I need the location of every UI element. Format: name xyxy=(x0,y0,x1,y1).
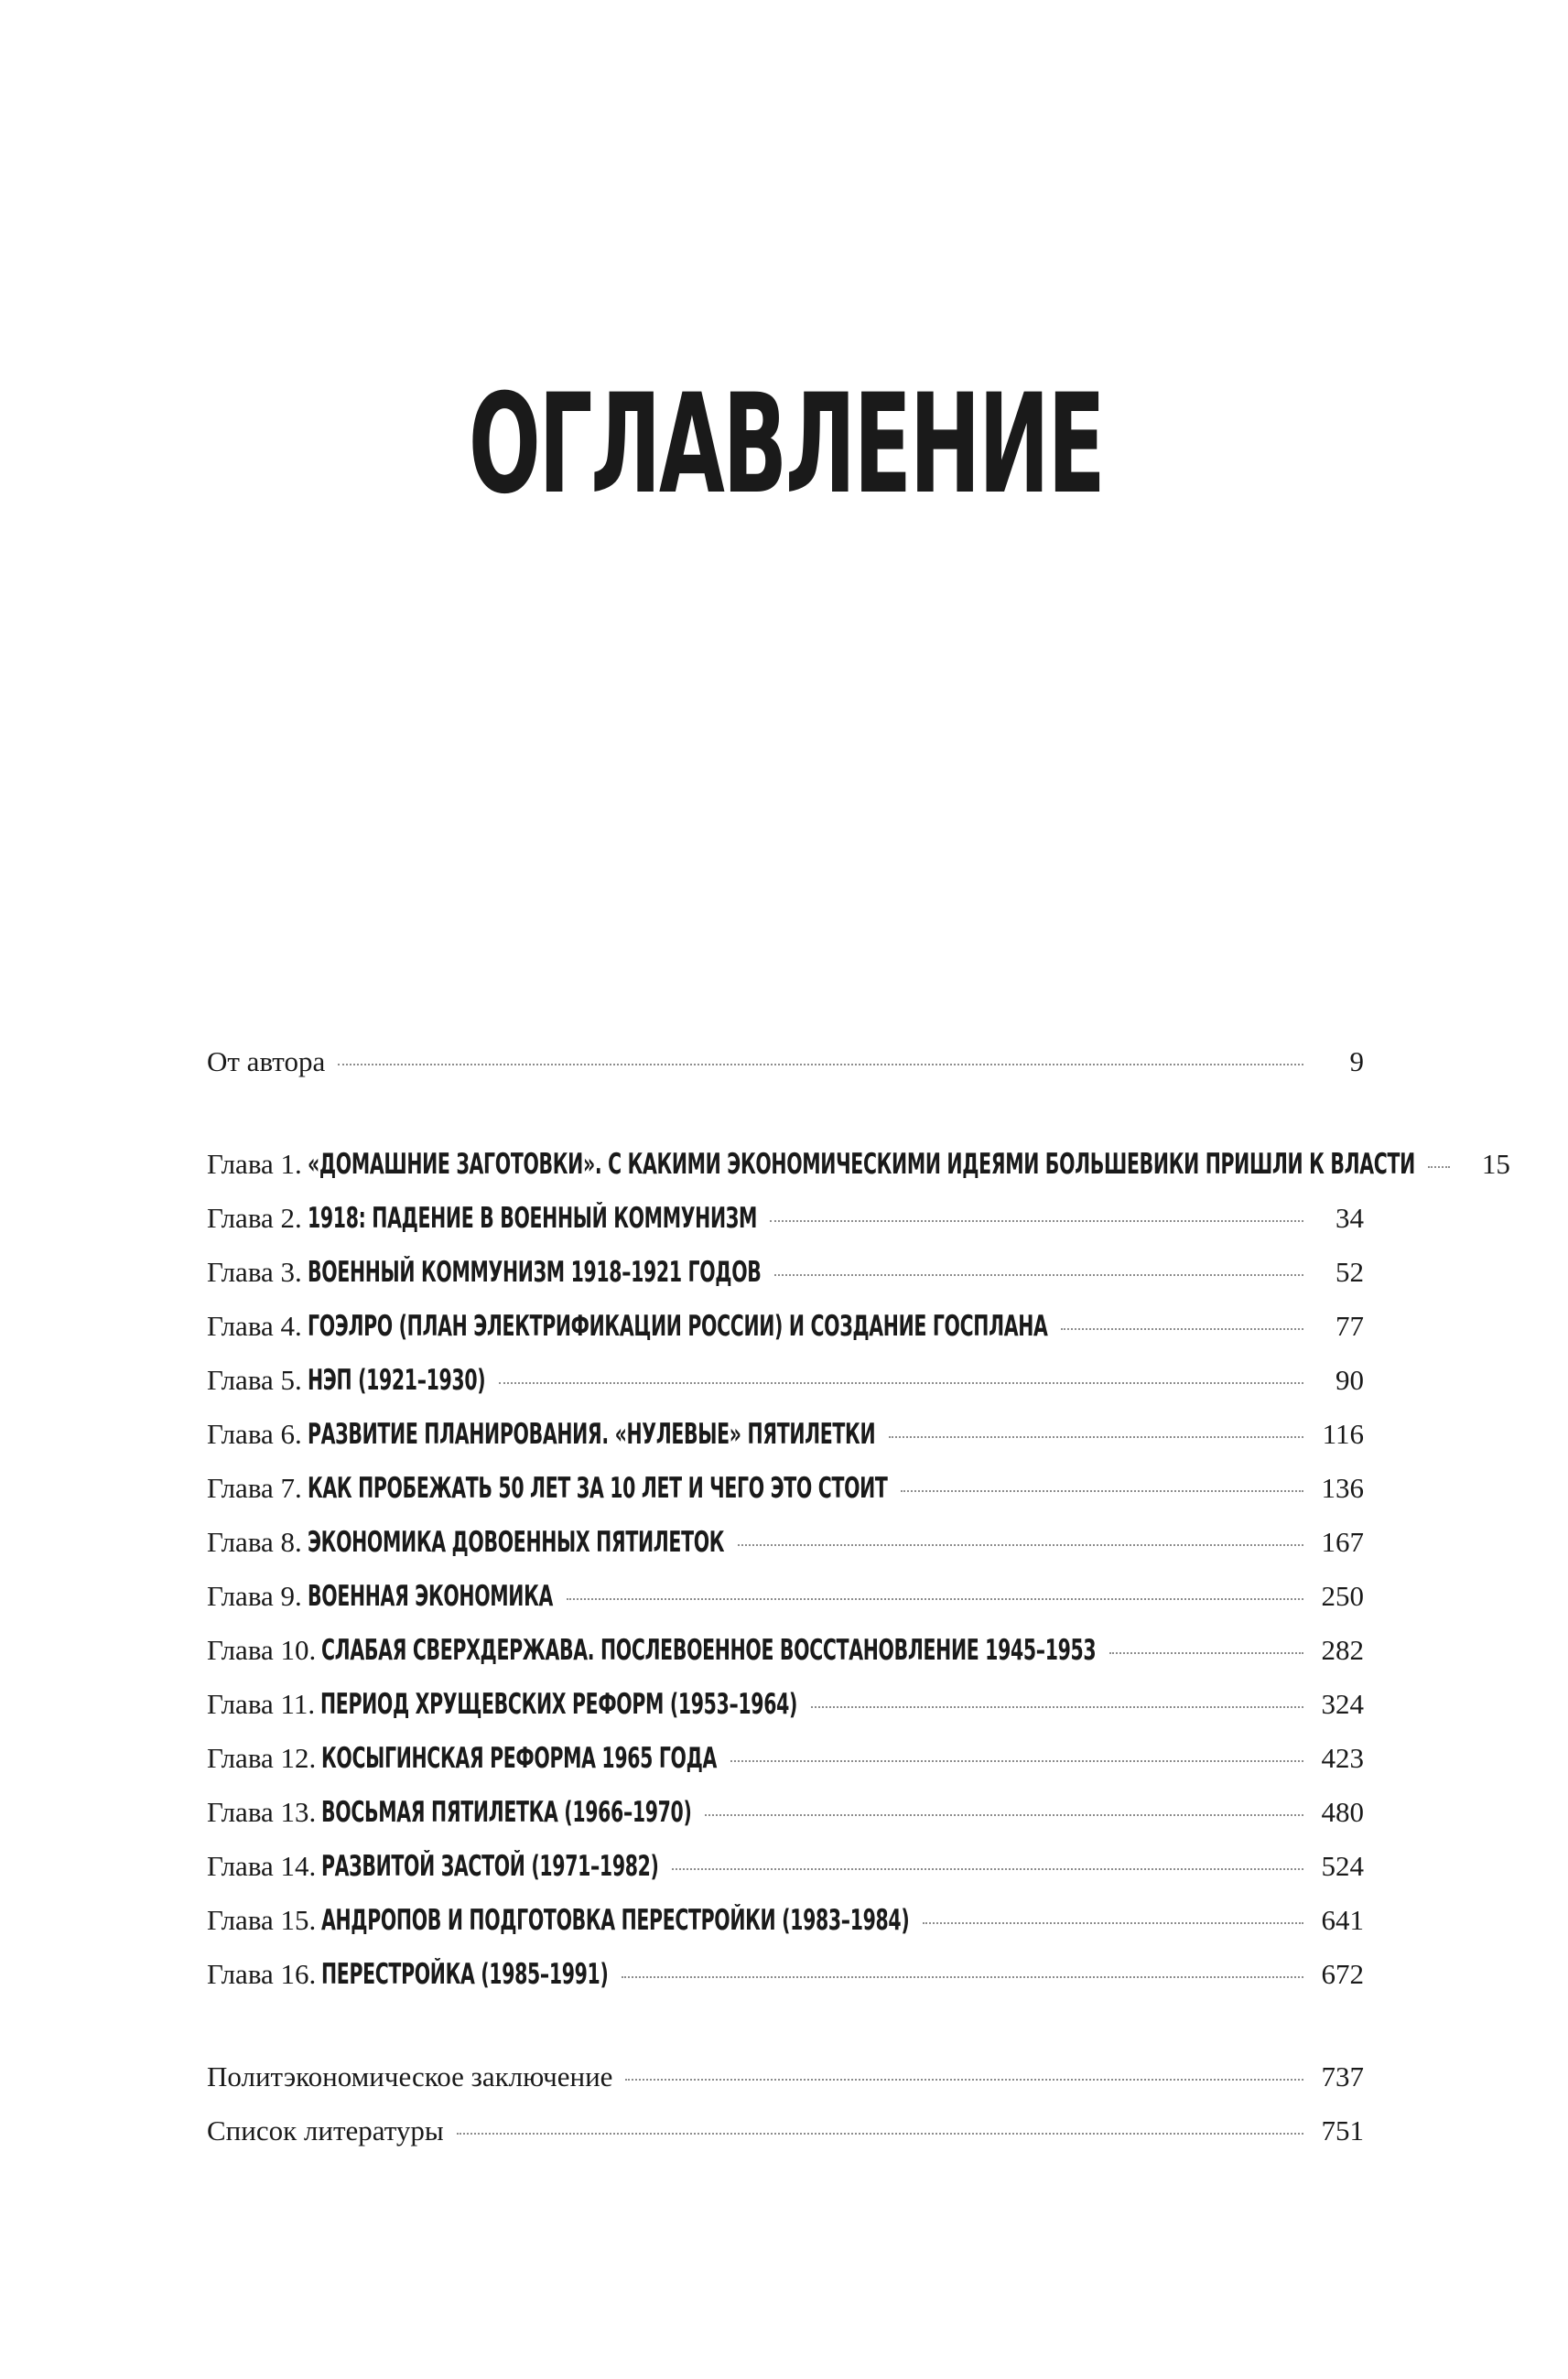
chapter-number: Глава 10. xyxy=(207,1634,317,1666)
chapter-number: Глава 14. xyxy=(207,1850,317,1882)
chapter-number: Глава 15. xyxy=(207,1904,317,1936)
chapter-title: ВОСЬМАЯ ПЯТИЛЕТКА (1966–1970) xyxy=(321,1796,692,1829)
toc-page-number: 52 xyxy=(1336,1256,1364,1288)
toc-page-number: 480 xyxy=(1321,1796,1364,1828)
toc-entry-chapter[interactable] xyxy=(207,1526,1364,1580)
toc-page-number: 641 xyxy=(1321,1904,1364,1936)
chapter-title: РАЗВИТИЕ ПЛАНИРОВАНИЯ. «НУЛЕВЫЕ» ПЯТИЛЕТКИ xyxy=(307,1418,876,1451)
dot-leader xyxy=(770,1220,1303,1222)
toc-page-number: 324 xyxy=(1321,1688,1364,1720)
chapter-title: ВОЕННЫЙ КОММУНИЗМ 1918–1921 ГОДОВ xyxy=(307,1256,762,1289)
toc-page-number: 34 xyxy=(1336,1202,1364,1234)
dot-leader xyxy=(499,1382,1303,1384)
dot-leader xyxy=(457,2133,1303,2135)
dot-leader xyxy=(705,1814,1303,1816)
toc-entry-chapter[interactable] xyxy=(207,1364,1364,1418)
toc-entry-intro[interactable] xyxy=(207,1045,1364,1099)
toc-entry-chapter[interactable] xyxy=(207,1580,1364,1634)
toc-entry-label: Политэкономическое заключение xyxy=(207,2060,613,2092)
dot-leader xyxy=(1428,1166,1450,1168)
chapter-title: ЭКОНОМИКА ДОВОЕННЫХ ПЯТИЛЕТОК xyxy=(307,1526,724,1559)
toc-entry-chapter[interactable] xyxy=(207,1904,1364,1958)
toc-page-number: 751 xyxy=(1321,2114,1364,2147)
toc-chapters xyxy=(207,1148,1510,2012)
toc-entry-chapter[interactable] xyxy=(207,1148,1510,1202)
toc-entry-chapter[interactable] xyxy=(207,1796,1364,1850)
toc-page-number: 524 xyxy=(1321,1850,1364,1882)
toc-page-number: 15 xyxy=(1481,1148,1510,1180)
dot-leader xyxy=(625,2079,1303,2081)
toc-page-number: 90 xyxy=(1336,1364,1364,1396)
toc-entry-chapter[interactable] xyxy=(207,1958,1364,2012)
dot-leader xyxy=(901,1490,1303,1492)
toc-entry-chapter[interactable] xyxy=(207,1472,1364,1526)
dot-leader xyxy=(1109,1652,1303,1654)
chapter-title: КАК ПРОБЕЖАТЬ 50 ЛЕТ ЗА 10 ЛЕТ И ЧЕГО ЭТО СТОИТ xyxy=(307,1472,888,1505)
toc-page-number: 672 xyxy=(1321,1958,1364,1990)
toc-page-number: 136 xyxy=(1321,1472,1364,1504)
chapter-number: Глава 1. xyxy=(207,1148,302,1180)
chapter-number: Глава 5. xyxy=(207,1364,302,1396)
dot-leader xyxy=(567,1598,1303,1600)
chapter-number: Глава 4. xyxy=(207,1310,302,1342)
chapter-number: Глава 11. xyxy=(207,1688,316,1720)
page-title: ОГЛАВЛЕНИЕ xyxy=(468,364,1104,524)
toc-front-matter xyxy=(207,1045,1364,1099)
toc-entry-conclusion[interactable] xyxy=(207,2060,1364,2114)
toc-page-number: 77 xyxy=(1336,1310,1364,1342)
chapter-number: Глава 3. xyxy=(207,1256,302,1288)
toc-entry-label: От автора xyxy=(207,1045,326,1077)
toc-page-number: 423 xyxy=(1321,1742,1364,1774)
chapter-number: Глава 16. xyxy=(207,1958,317,1990)
dot-leader xyxy=(1061,1328,1303,1330)
toc-entry-chapter[interactable] xyxy=(207,1688,1364,1742)
chapter-title: ГОЭЛРО (ПЛАН ЭЛЕКТРИФИКАЦИИ РОССИИ) И СОЗДАНИЕ ГОСПЛАНА xyxy=(307,1310,1048,1343)
dot-leader xyxy=(774,1274,1303,1276)
toc-page-number: 116 xyxy=(1322,1418,1364,1450)
dot-leader xyxy=(730,1760,1303,1762)
chapter-number: Глава 8. xyxy=(207,1526,302,1558)
chapter-number: Глава 7. xyxy=(207,1472,302,1504)
toc-page-number: 9 xyxy=(1349,1045,1364,1077)
dot-leader xyxy=(338,1064,1303,1065)
dot-leader xyxy=(889,1436,1303,1438)
chapter-title: СЛАБАЯ СВЕРХДЕРЖАВА. ПОСЛЕВОЕННОЕ ВОССТАНОВЛЕНИЕ 1945–1953 xyxy=(321,1634,1097,1667)
toc-entry-chapter[interactable] xyxy=(207,1256,1364,1310)
toc-entry-bibliography[interactable] xyxy=(207,2114,1364,2168)
table-of-contents xyxy=(207,1045,1510,2168)
dot-leader xyxy=(811,1706,1303,1708)
chapter-title: АНДРОПОВ И ПОДГОТОВКА ПЕРЕСТРОЙКИ (1983–1984) xyxy=(321,1904,910,1937)
chapter-title: ПЕРЕСТРОЙКА (1985–1991) xyxy=(321,1958,609,1991)
chapter-title: КОСЫГИНСКАЯ РЕФОРМА 1965 ГОДА xyxy=(321,1742,718,1775)
toc-entry-label: Список литературы xyxy=(207,2114,444,2147)
chapter-title: РАЗВИТОЙ ЗАСТОЙ (1971–1982) xyxy=(321,1850,659,1883)
toc-page-number: 250 xyxy=(1321,1580,1364,1612)
chapter-number: Глава 9. xyxy=(207,1580,302,1612)
chapter-title: «ДОМАШНИЕ ЗАГОТОВКИ». С КАКИМИ ЭКОНОМИЧЕСКИМИ ИДЕЯМИ БОЛЬШЕВИКИ ПРИШЛИ К ВЛАСТИ xyxy=(307,1148,1415,1181)
toc-back-matter xyxy=(207,2060,1364,2168)
chapter-number: Глава 2. xyxy=(207,1202,302,1234)
toc-entry-chapter[interactable] xyxy=(207,1310,1364,1364)
toc-entry-chapter[interactable] xyxy=(207,1850,1364,1904)
toc-entry-chapter[interactable] xyxy=(207,1742,1364,1796)
toc-page-number: 282 xyxy=(1321,1634,1364,1666)
toc-entry-chapter[interactable] xyxy=(207,1202,1364,1256)
chapter-title: ПЕРИОД ХРУЩЕВСКИХ РЕФОРМ (1953–1964) xyxy=(320,1688,798,1721)
toc-page-number: 737 xyxy=(1321,2060,1364,2092)
toc-page-number: 167 xyxy=(1321,1526,1364,1558)
dot-leader xyxy=(738,1544,1303,1546)
dot-leader xyxy=(622,1976,1303,1978)
toc-entry-chapter[interactable] xyxy=(207,1634,1364,1688)
chapter-number: Глава 13. xyxy=(207,1796,317,1828)
chapter-title: НЭП (1921–1930) xyxy=(307,1364,486,1397)
dot-leader xyxy=(672,1868,1303,1870)
chapter-number: Глава 6. xyxy=(207,1418,302,1450)
chapter-title: ВОЕННАЯ ЭКОНОМИКА xyxy=(307,1580,553,1613)
toc-entry-chapter[interactable] xyxy=(207,1418,1364,1472)
dot-leader xyxy=(923,1922,1303,1924)
chapter-number: Глава 12. xyxy=(207,1742,317,1774)
chapter-title: 1918: ПАДЕНИЕ В ВОЕННЫЙ КОММУНИЗМ xyxy=(307,1202,757,1235)
